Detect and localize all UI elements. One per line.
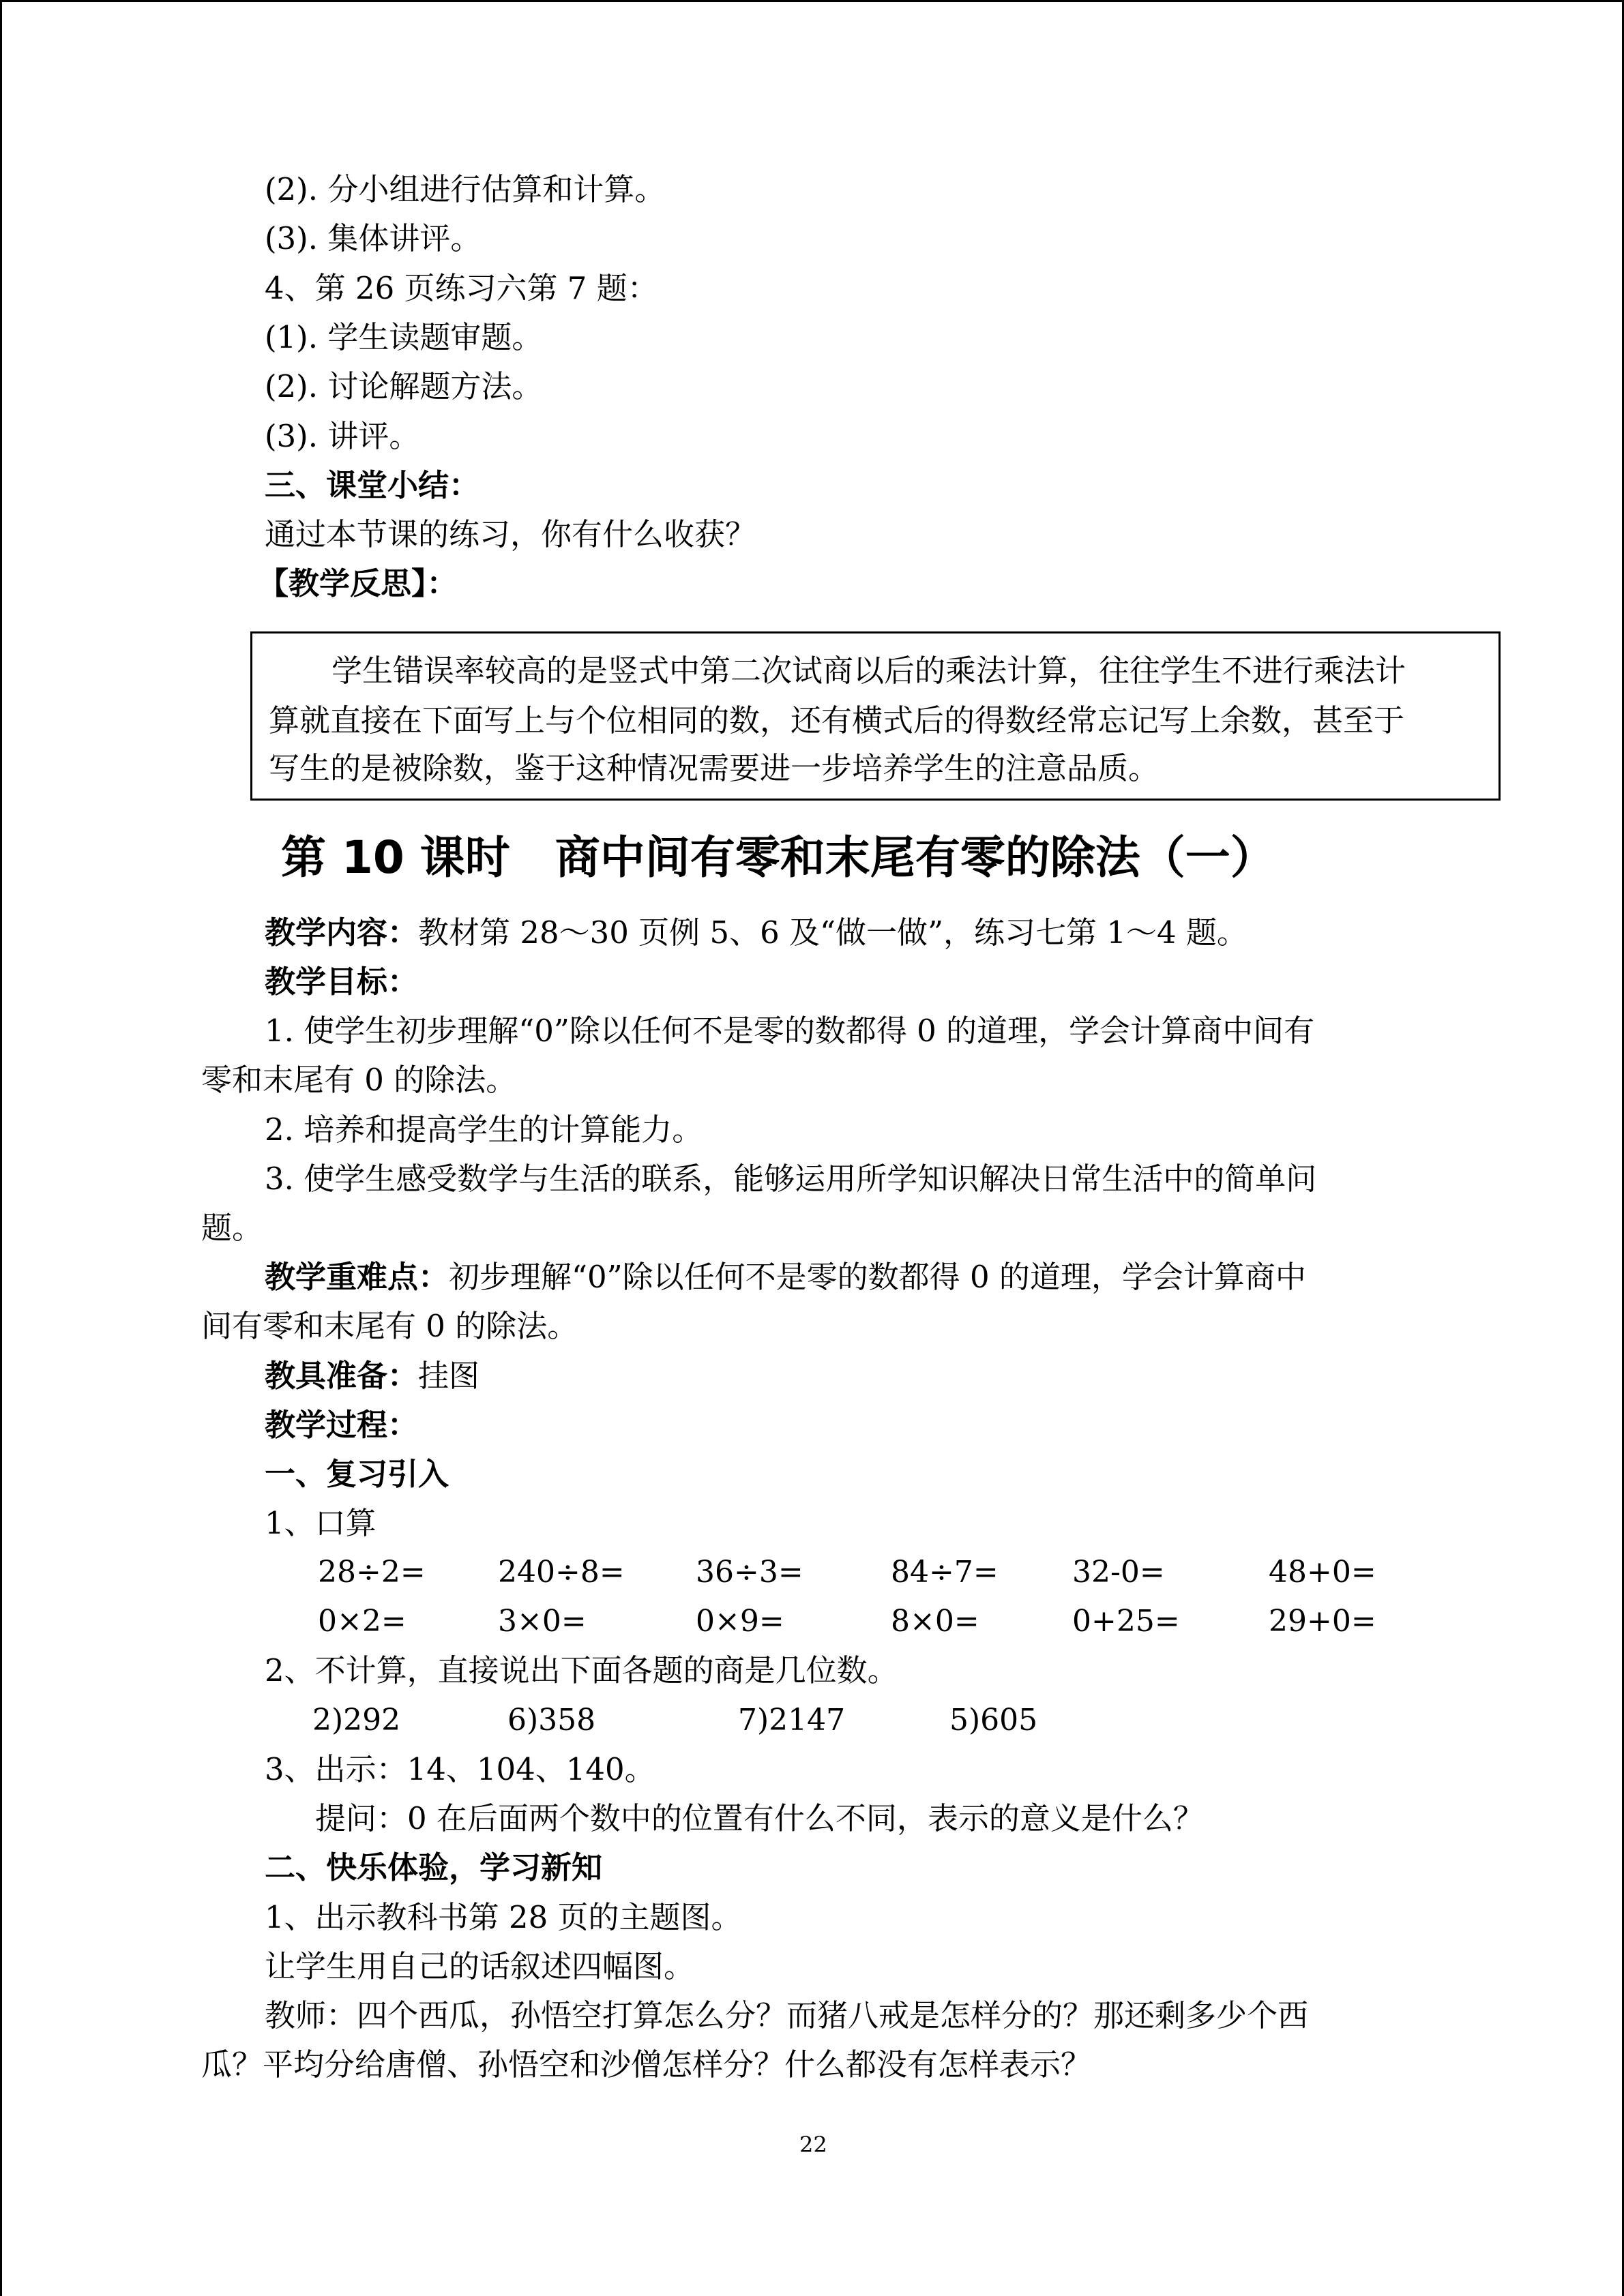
oral-calc-item: 36÷3= xyxy=(696,1555,803,1590)
top-item-5: (2). 讨论解题方法。 xyxy=(265,368,543,404)
section3-text: 通过本节课的练习，你有什么收获？ xyxy=(265,516,756,552)
section3-heading: 三、课堂小结： xyxy=(265,467,480,503)
goal-2: 2. 培养和提高学生的计算能力。 xyxy=(265,1112,703,1148)
goal-3-line-2: 题。 xyxy=(201,1210,263,1246)
key-points-line-2: 间有零和末尾有 0 的除法。 xyxy=(201,1308,578,1344)
reflection-line-2: 算就直接在下面写上与个位相同的数，还有横式后的得数经常忘记写上余数，甚至于 xyxy=(269,702,1405,739)
oral-calc-item: 0×2= xyxy=(318,1604,407,1639)
top-item-3: 4、第 26 页练习六第 7 题： xyxy=(265,270,658,306)
goals-label: 教学目标： xyxy=(265,964,419,1000)
top-item-4: (1). 学生读题审题。 xyxy=(265,319,543,355)
question-3-ask: 提问：0 在后面两个数中的位置有什么不同，表示的意义是什么？ xyxy=(315,1800,1204,1836)
oral-calc-item: 3×0= xyxy=(498,1604,587,1639)
oral-calc-item: 48+0= xyxy=(1269,1555,1376,1590)
question-3: 3、出示：14、104、140。 xyxy=(265,1751,655,1787)
division-item: 7)2147 xyxy=(738,1703,846,1738)
oral-calc-item: 32-0= xyxy=(1072,1555,1165,1590)
review-heading: 一、复习引入 xyxy=(265,1456,449,1492)
tools-label: 教具准备： xyxy=(265,1358,419,1394)
goal-1-line-2: 零和末尾有 0 的除法。 xyxy=(201,1062,517,1098)
goal-1-line-1: 1. 使学生初步理解“0”除以任何不是零的数都得 0 的道理，学会计算商中间有 xyxy=(265,1013,1315,1049)
oral-calc-item: 84÷7= xyxy=(891,1555,999,1590)
top-item-1: (2). 分小组进行估算和计算。 xyxy=(265,171,666,207)
teaching-content xyxy=(265,914,1247,952)
new-line-3: 教师：四个西瓜，孙悟空打算怎么分？而猪八戒是怎样分的？那还剩多少个西 xyxy=(265,1997,1309,2033)
top-item-6: (3). 讲评。 xyxy=(265,418,420,454)
reflection-line-1: 学生错误率较高的是竖式中第二次试商以后的乘法计算，往往学生不进行乘法计 xyxy=(331,653,1406,689)
division-item: 6)358 xyxy=(507,1703,596,1738)
teaching-content-label: 教学内容： xyxy=(265,914,419,951)
top-item-2: (3). 集体讲评。 xyxy=(265,220,482,256)
new-line-4: 瓜？平均分给唐僧、孙悟空和沙僧怎样分？什么都没有怎样表示？ xyxy=(201,2046,1092,2083)
oral-calc-item: 8×0= xyxy=(891,1604,979,1639)
reflection-heading: 【教学反思】： xyxy=(258,565,458,601)
oral-calc-item: 240÷8= xyxy=(498,1555,625,1590)
key-points-line-1 xyxy=(265,1258,1306,1296)
page-number: 22 xyxy=(799,2132,827,2158)
oral-calc-label: 1、口算 xyxy=(265,1505,377,1541)
oral-calc-item: 0+25= xyxy=(1072,1604,1180,1639)
division-item: 5)605 xyxy=(949,1703,1038,1738)
lesson-title: 第 10 课时 商中间有零和末尾有零的除法（一） xyxy=(281,831,1275,884)
goal-3-line-1: 3. 使学生感受数学与生活的联系，能够运用所学知识解决日常生活中的简单问 xyxy=(265,1161,1317,1197)
oral-calc-item: 29+0= xyxy=(1269,1604,1376,1639)
process-label: 教学过程： xyxy=(265,1407,419,1443)
question-2: 2、不计算，直接说出下面各题的商是几位数。 xyxy=(265,1652,898,1688)
teaching-content-text: 教材第 28～30 页例 5、6 及“做一做”，练习七第 1～4 题。 xyxy=(418,914,1247,951)
division-item: 2)292 xyxy=(312,1703,401,1738)
oral-calc-item: 28÷2= xyxy=(318,1555,426,1590)
oral-calc-item: 0×9= xyxy=(696,1604,784,1639)
new-knowledge-heading: 二、快乐体验，学习新知 xyxy=(265,1849,603,1885)
reflection-line-3: 写生的是被除数，鉴于这种情况需要进一步培养学生的注意品质。 xyxy=(269,750,1160,786)
tools xyxy=(265,1357,479,1395)
key-points-text: 初步理解“0”除以任何不是零的数都得 0 的道理，学会计算商中 xyxy=(449,1259,1306,1295)
key-points-label: 教学重难点： xyxy=(265,1259,449,1295)
page-border-top xyxy=(0,0,1624,2)
new-line-2: 让学生用自己的话叙述四幅图。 xyxy=(265,1948,695,1984)
tools-text: 挂图 xyxy=(418,1358,480,1394)
reflection-box xyxy=(250,631,1501,801)
page-border-left xyxy=(0,0,2,2296)
new-line-1: 1、出示教科书第 28 页的主题图。 xyxy=(265,1899,742,1935)
